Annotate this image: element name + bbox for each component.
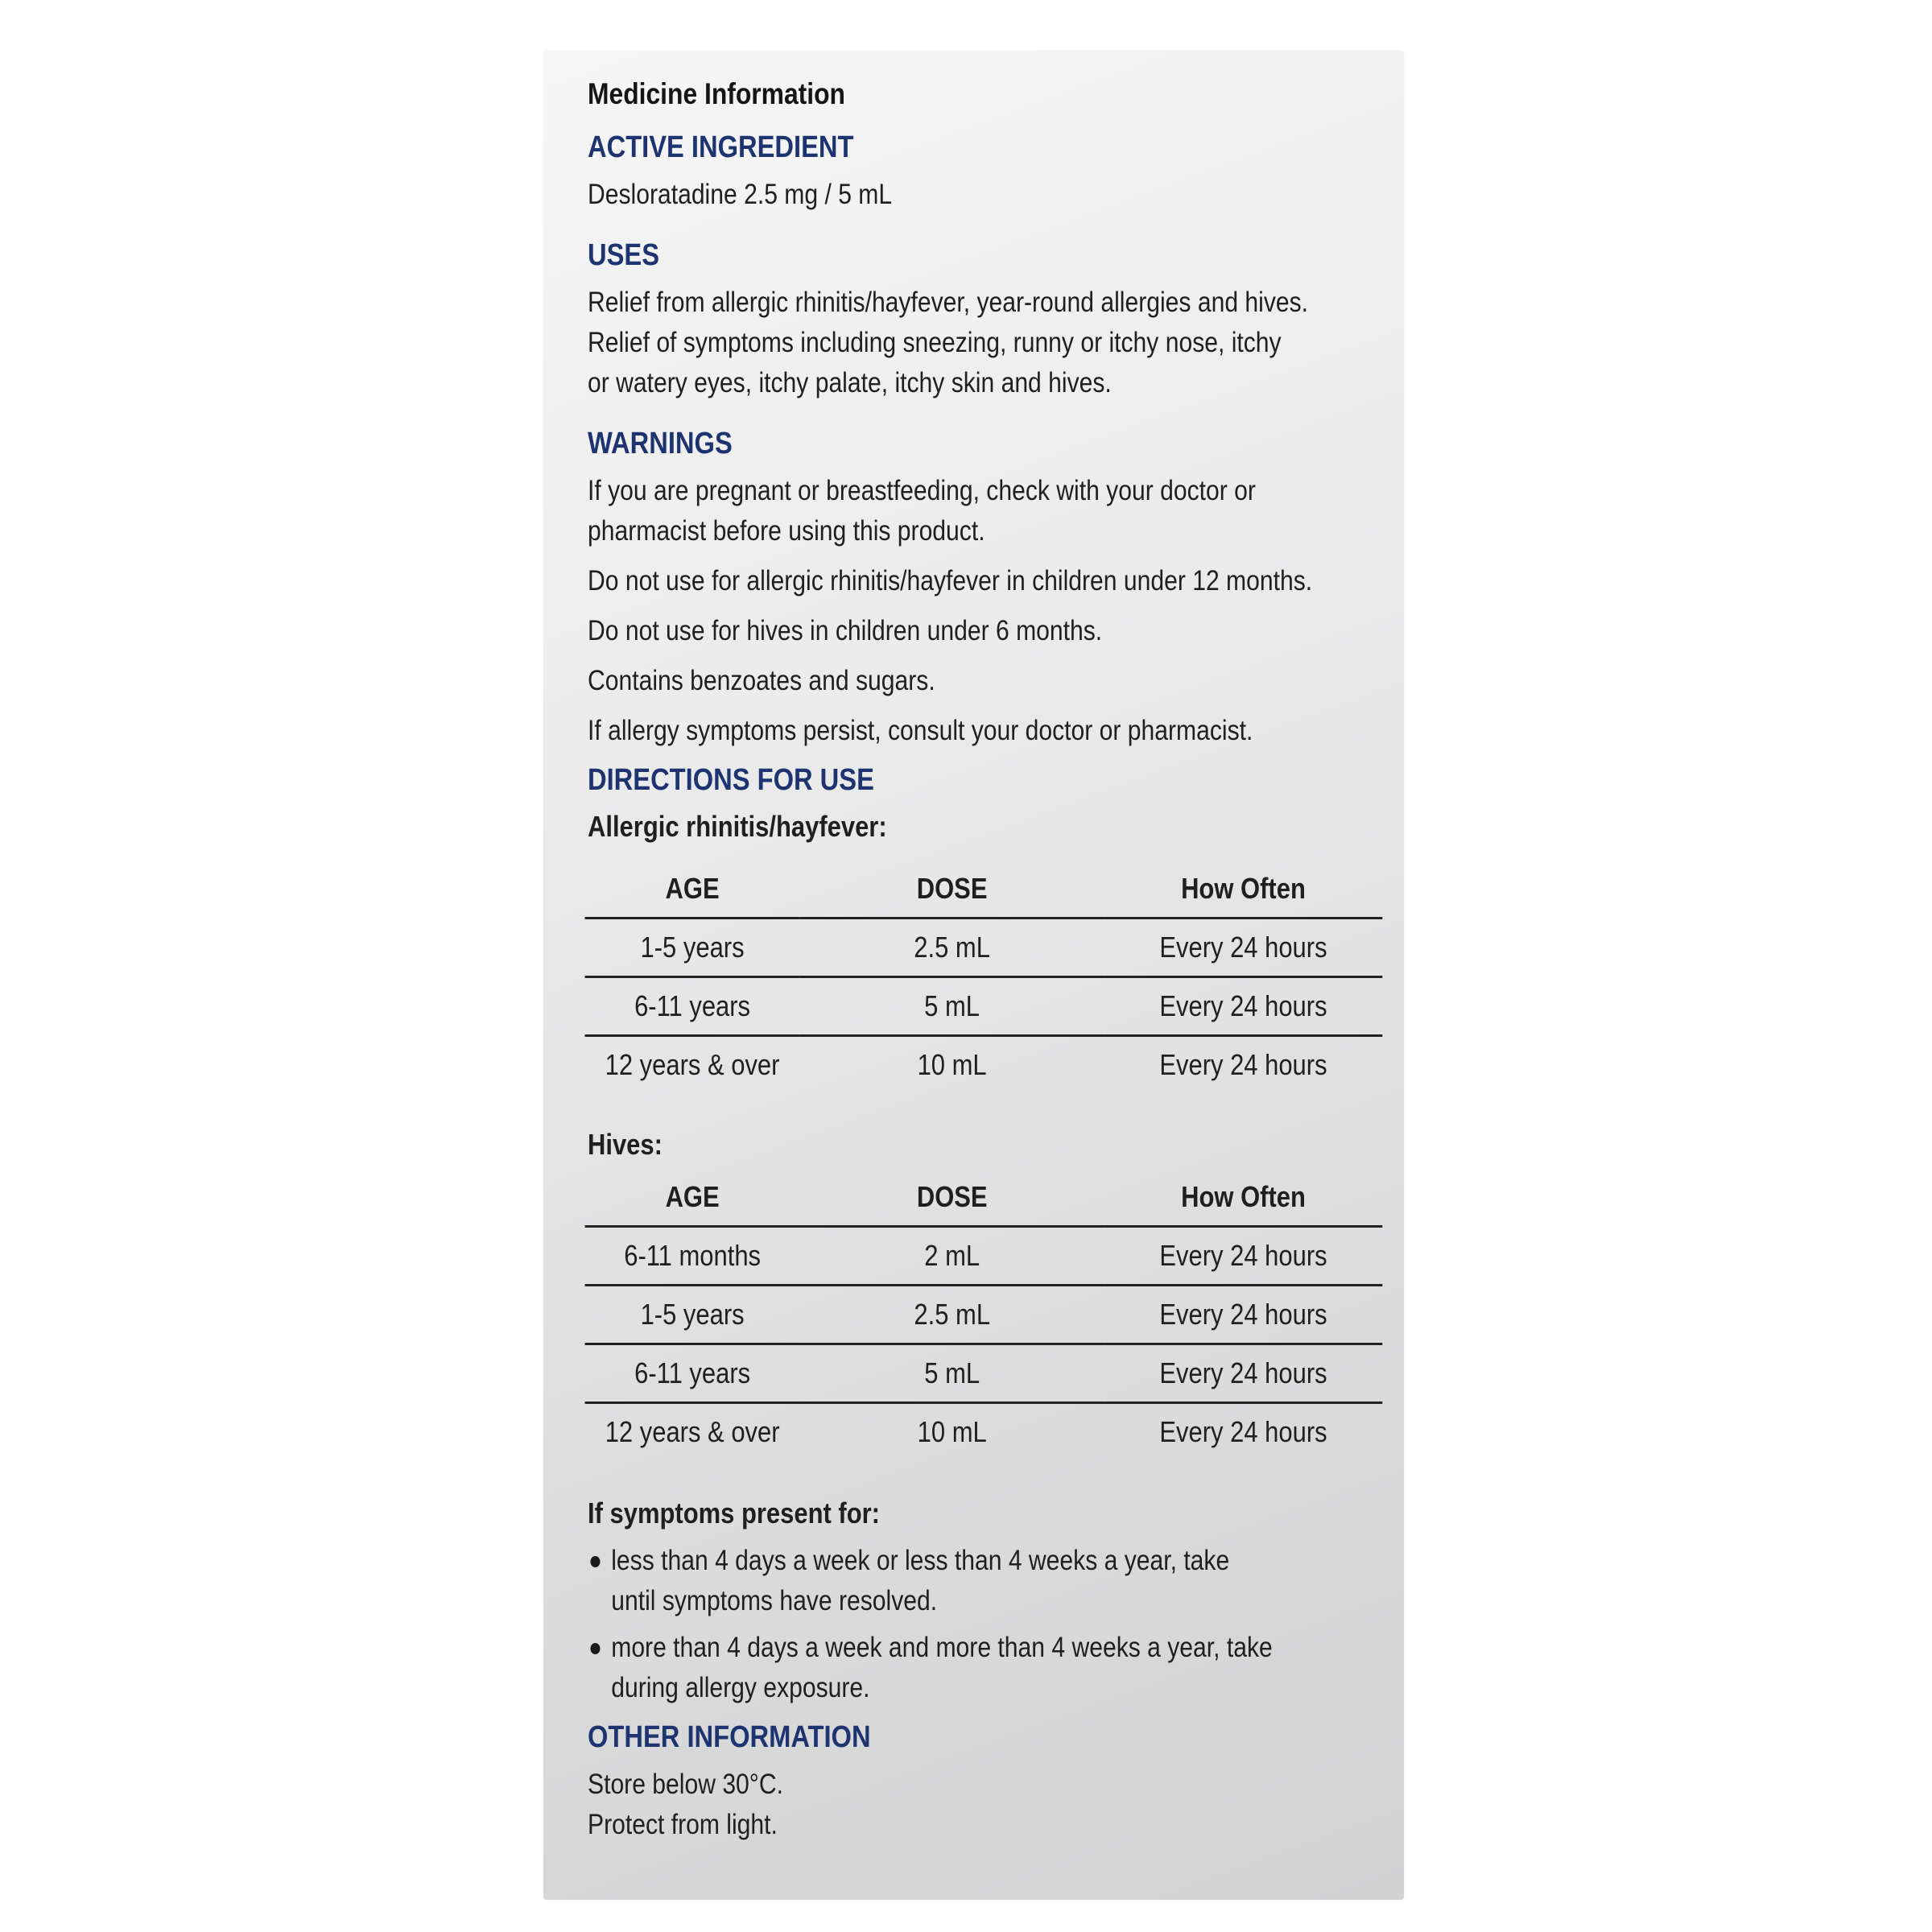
cell-how-often: Every 24 hours <box>1104 1227 1383 1286</box>
rhinitis-label: Allergic rhinitis/hayfever: <box>588 810 887 843</box>
cell-age: 12 years & over <box>605 1415 780 1448</box>
table-header-row <box>585 861 1383 919</box>
cell-age: 6-11 years <box>585 1344 800 1403</box>
table-row <box>585 1227 1383 1286</box>
table-row <box>585 1344 1383 1403</box>
cell-dose: 10 mL <box>917 1415 987 1448</box>
symptoms-list <box>588 1541 1280 1708</box>
list-item <box>588 1628 1280 1708</box>
table-row <box>585 1286 1383 1344</box>
medicine-info-panel <box>543 51 1404 1900</box>
bullet-icon <box>590 1643 600 1654</box>
table-header-row <box>585 1169 1383 1227</box>
cell-dose: 5 mL <box>800 977 1104 1036</box>
table-row <box>585 919 1383 977</box>
column-header-how-often: How Often <box>1104 1169 1383 1227</box>
list-item <box>588 1541 1280 1621</box>
warning-item: Do not use for hives in children under 6 months. <box>588 615 1103 646</box>
cell-age: 6-11 months <box>585 1227 800 1286</box>
cell-how-often: Every 24 hours <box>1159 1415 1327 1448</box>
symptoms-label: If symptoms present for: <box>588 1496 880 1530</box>
cell-how-often: Every 24 hours <box>1104 977 1383 1036</box>
table-row <box>585 1036 1383 1094</box>
table-row <box>585 977 1383 1036</box>
table-row <box>585 1403 1383 1461</box>
page-title: Medicine Information <box>588 77 845 110</box>
column-header-dose: DOSE <box>800 1169 1104 1227</box>
other-line: Store below 30°C. <box>588 1769 783 1800</box>
warning-item: Contains benzoates and sugars. <box>588 665 935 696</box>
cell-how-often: Every 24 hours <box>1104 919 1383 977</box>
hives-label: Hives: <box>588 1128 663 1161</box>
uses-line: Relief from allergic rhinitis/hayfever, year-round allergies and hives. <box>588 287 1309 318</box>
warning-item: If allergy symptoms persist, consult your doctor or pharmacist. <box>588 715 1253 746</box>
cell-how-often: Every 24 hours <box>1104 1344 1383 1403</box>
cell-how-often: Every 24 hours <box>1104 1286 1383 1344</box>
column-header-how-often: How Often <box>1104 861 1383 919</box>
cell-age: 1-5 years <box>585 919 800 977</box>
cell-age: 1-5 years <box>585 1286 800 1344</box>
other-line: Protect from light. <box>588 1809 778 1840</box>
cell-dose: 2.5 mL <box>800 1286 1104 1344</box>
hives-dose-table <box>585 1169 1383 1460</box>
cell-dose: 10 mL <box>917 1048 987 1081</box>
warning-item: Do not use for allergic rhinitis/hayfever in children under 12 months. <box>588 565 1313 597</box>
other-information-heading: OTHER INFORMATION <box>588 1720 871 1754</box>
column-header-dose: DOSE <box>800 861 1104 919</box>
cell-dose: 5 mL <box>800 1344 1104 1403</box>
directions-heading: DIRECTIONS FOR USE <box>588 763 874 797</box>
rhinitis-dose-table <box>585 861 1383 1093</box>
warnings-heading: WARNINGS <box>588 427 733 460</box>
bullet-icon <box>590 1556 600 1567</box>
uses-line: Relief of symptoms including sneezing, runny or itchy nose, itchy or watery eyes, itchy palate, itchy skin and hives. <box>588 327 1282 398</box>
cell-how-often: Every 24 hours <box>1159 1048 1327 1081</box>
cell-age: 12 years & over <box>605 1048 780 1081</box>
column-header-age: AGE <box>585 861 800 919</box>
column-header-age: AGE <box>585 1169 800 1227</box>
active-ingredient-heading: ACTIVE INGREDIENT <box>588 130 854 164</box>
panel-content <box>588 75 1391 1845</box>
list-item-text: more than 4 days a week and more than 4 weeks a year, take during allergy exposure. <box>611 1632 1273 1703</box>
warning-item: If you are pregnant or breastfeeding, check with your doctor or pharmacist before using this product. <box>588 475 1256 547</box>
active-ingredient-text: Desloratadine 2.5 mg / 5 mL <box>588 179 893 210</box>
uses-heading: USES <box>588 238 659 272</box>
cell-age: 6-11 years <box>585 977 800 1036</box>
cell-dose: 2 mL <box>800 1227 1104 1286</box>
list-item-text: less than 4 days a week or less than 4 weeks a year, take until symptoms have resolved. <box>611 1545 1230 1616</box>
cell-dose: 2.5 mL <box>800 919 1104 977</box>
